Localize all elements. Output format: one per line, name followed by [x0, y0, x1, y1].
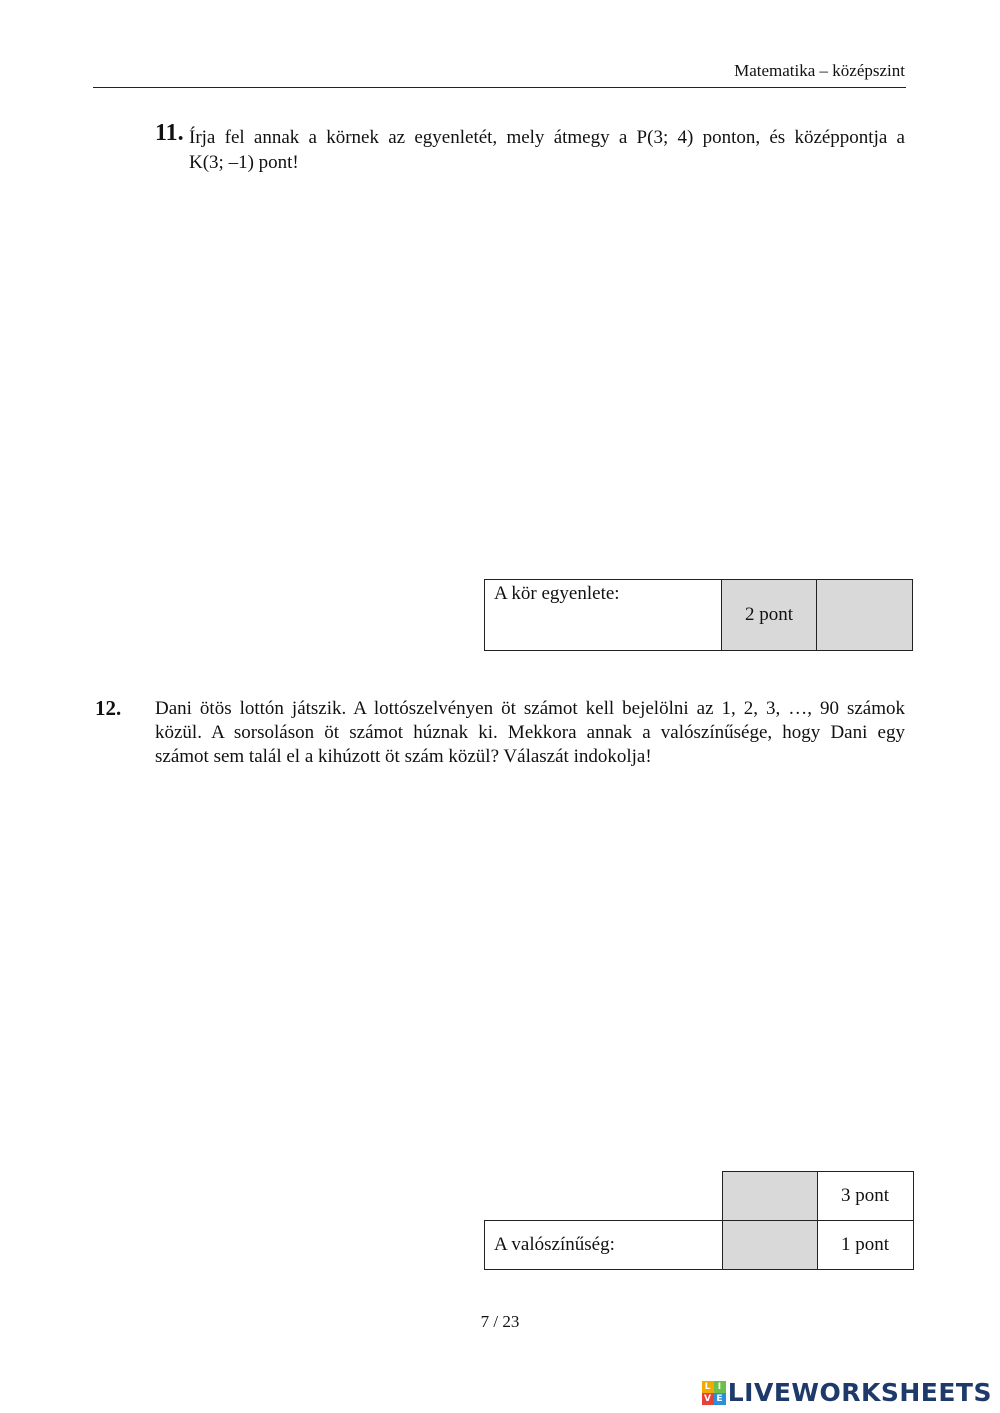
question-12-score-box [484, 1171, 914, 1270]
question-12-score-cell-bottom [722, 1221, 817, 1270]
question-12-points-bottom: 1 pont [817, 1221, 913, 1270]
liveworksheets-icon: L I V E [702, 1381, 726, 1405]
question-11-answer-field[interactable] [485, 580, 722, 651]
question-12-number: 12. [95, 696, 122, 720]
question-11-answer-label: A kör egyenlete: [494, 583, 620, 604]
question-12-line-3: számot sem talál el a kihúzott öt szám közül? Válaszát indokolja! [155, 746, 652, 767]
liveworksheets-wordmark: LIVEWORKSHEETS [727, 1378, 992, 1407]
question-12-answer-field[interactable] [485, 1221, 723, 1270]
question-12-answer-label: A valószínűség: [494, 1234, 615, 1255]
question-12-points-top: 3 pont [817, 1172, 913, 1221]
page-header-title: Matematika – középszint [734, 61, 905, 80]
question-11-score-box [484, 579, 913, 651]
question-11-number: 11. [155, 120, 184, 146]
question-11-text [189, 125, 905, 175]
question-12-line-2: közül. A sorsoláson öt számot húznak ki. Mekkora annak a valószínűsége, hogy Dani egy [155, 722, 905, 743]
question-11-line-1: Írja fel annak a körnek az egyenletét, mely átmegy a P(3; 4) ponton, és középpontja a [189, 127, 905, 148]
question-11-points: 2 pont [722, 580, 817, 651]
page-number: 7 / 23 [480, 1312, 520, 1331]
question-12-line-1: Dani ötös lottón játszik. A lottószelvényen öt számot kell bejelölni az 1, 2, 3, …, 90 számok [155, 698, 905, 719]
question-12-text [155, 697, 905, 769]
header-divider [93, 87, 906, 88]
question-11-score-cell [817, 580, 913, 651]
question-12-score-cell-top [722, 1172, 817, 1221]
question-11-line-2: K(3; –1) pont! [189, 152, 299, 173]
liveworksheets-logo [702, 1378, 992, 1407]
